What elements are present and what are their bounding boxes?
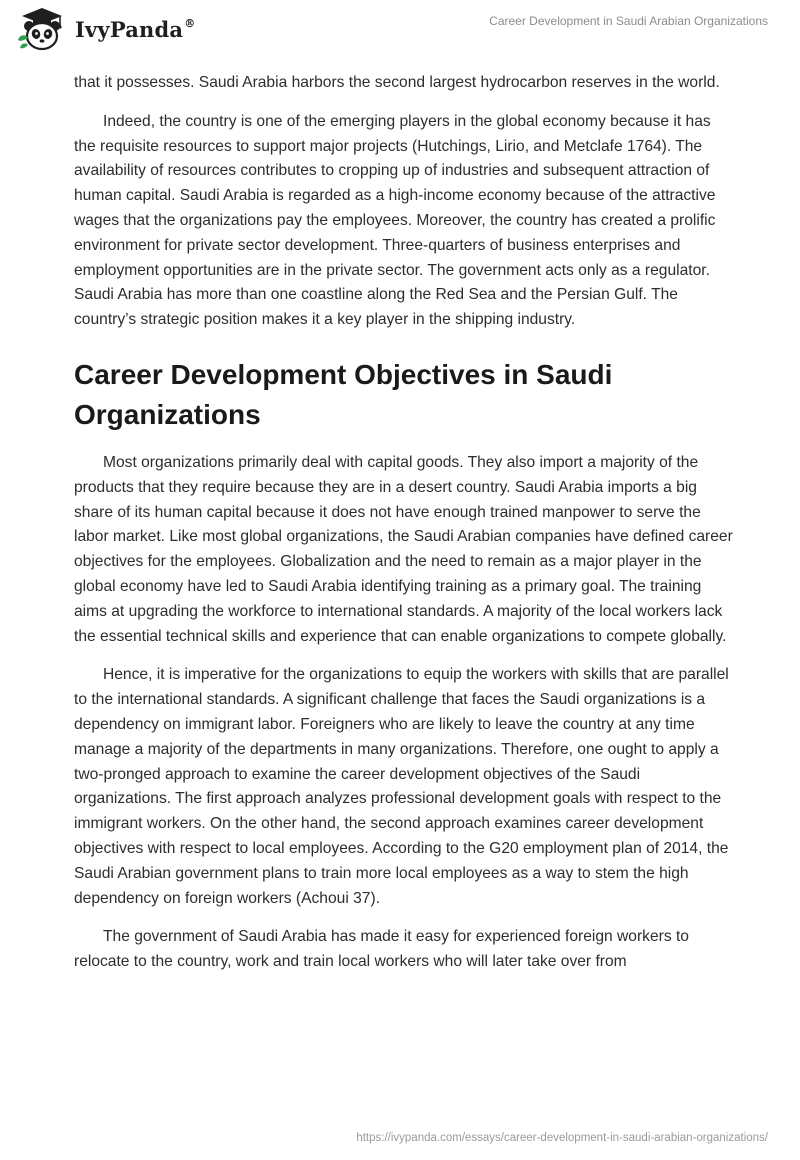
essay-content [74, 71, 734, 989]
section-heading: Career Development Objectives in Saudi Organizations [74, 358, 613, 430]
brand-name: IvyPanda® [75, 16, 196, 42]
paragraph-5: The government of Saudi Arabia has made it easy for experienced foreign workers to relocate to the country, work and train local workers who will later take over from [74, 928, 689, 971]
source-url-link[interactable]: https://ivypanda.com/essays/career-development-in-saudi-arabian-organizations/ [356, 1132, 768, 1144]
paragraph-2: Indeed, the country is one of the emerging players in the global economy because it has the requisite resources to support major projects (Hutchings, Lirio, and Metclafe 1764). The availability of resources contributes to cropping up of industries and subsequent attraction of human capital. Saudi Arabia is regarded as a high-income economy because of the attractive wages that the organizations pay the employees. Moreover, the country has created a prolific environment for private sector development. Three-quarters of business enterprises and employment opportunities are in the private sector. The government acts only as a regulator. Saudi Arabia has more than one coastline along the Red Sea and the Persian Gulf. The country’s strategic position makes it a key player in the shipping industry. [74, 112, 716, 329]
ivypanda-logo[interactable] [14, 6, 195, 52]
paragraph-1: that it possesses. Saudi Arabia harbors the second largest hydrocarbon reserves in the world. [74, 74, 720, 91]
page-header [0, 0, 800, 62]
document-title: Career Development in Saudi Arabian Organizations [489, 14, 768, 28]
panda-logo-icon [14, 6, 70, 52]
paragraph-3: Most organizations primarily deal with capital goods. They also import a majority of the products that they require because they are in a desert country. Saudi Arabia imports a big share of its human capital because it does not have enough trained manpower to serve the labor market. Like most global organizations, the Saudi Arabian companies have defined career objectives for the employees. Globalization and the need to remain as a major player in the global economy have led to Saudi Arabia identifying training as a primary goal. The training aims at upgrading the workforce to international standards. A majority of the local workers lack the essential technical skills and experience that can enable organizations to compete globally. [74, 453, 733, 645]
paragraph-4: Hence, it is imperative for the organizations to equip the workers with skills that are parallel to the international standards. A significant challenge that faces the Saudi organizations is a dependency on immigrant labor. Foreigners who are likely to leave the country at any time manage a majority of the departments in many organizations. Therefore, one ought to apply a two-pronged approach to examine the career development objectives of the Saudi organizations. The first approach analyzes professional development goals with respect to the immigrant workers. On the other hand, the second approach examines career development objectives with respect to local employees. According to the G20 employment plan of 2014, the Saudi Arabian government plans to train more local employees as a way to stem the high dependency on foreign workers (Achoui 37). [74, 666, 729, 907]
